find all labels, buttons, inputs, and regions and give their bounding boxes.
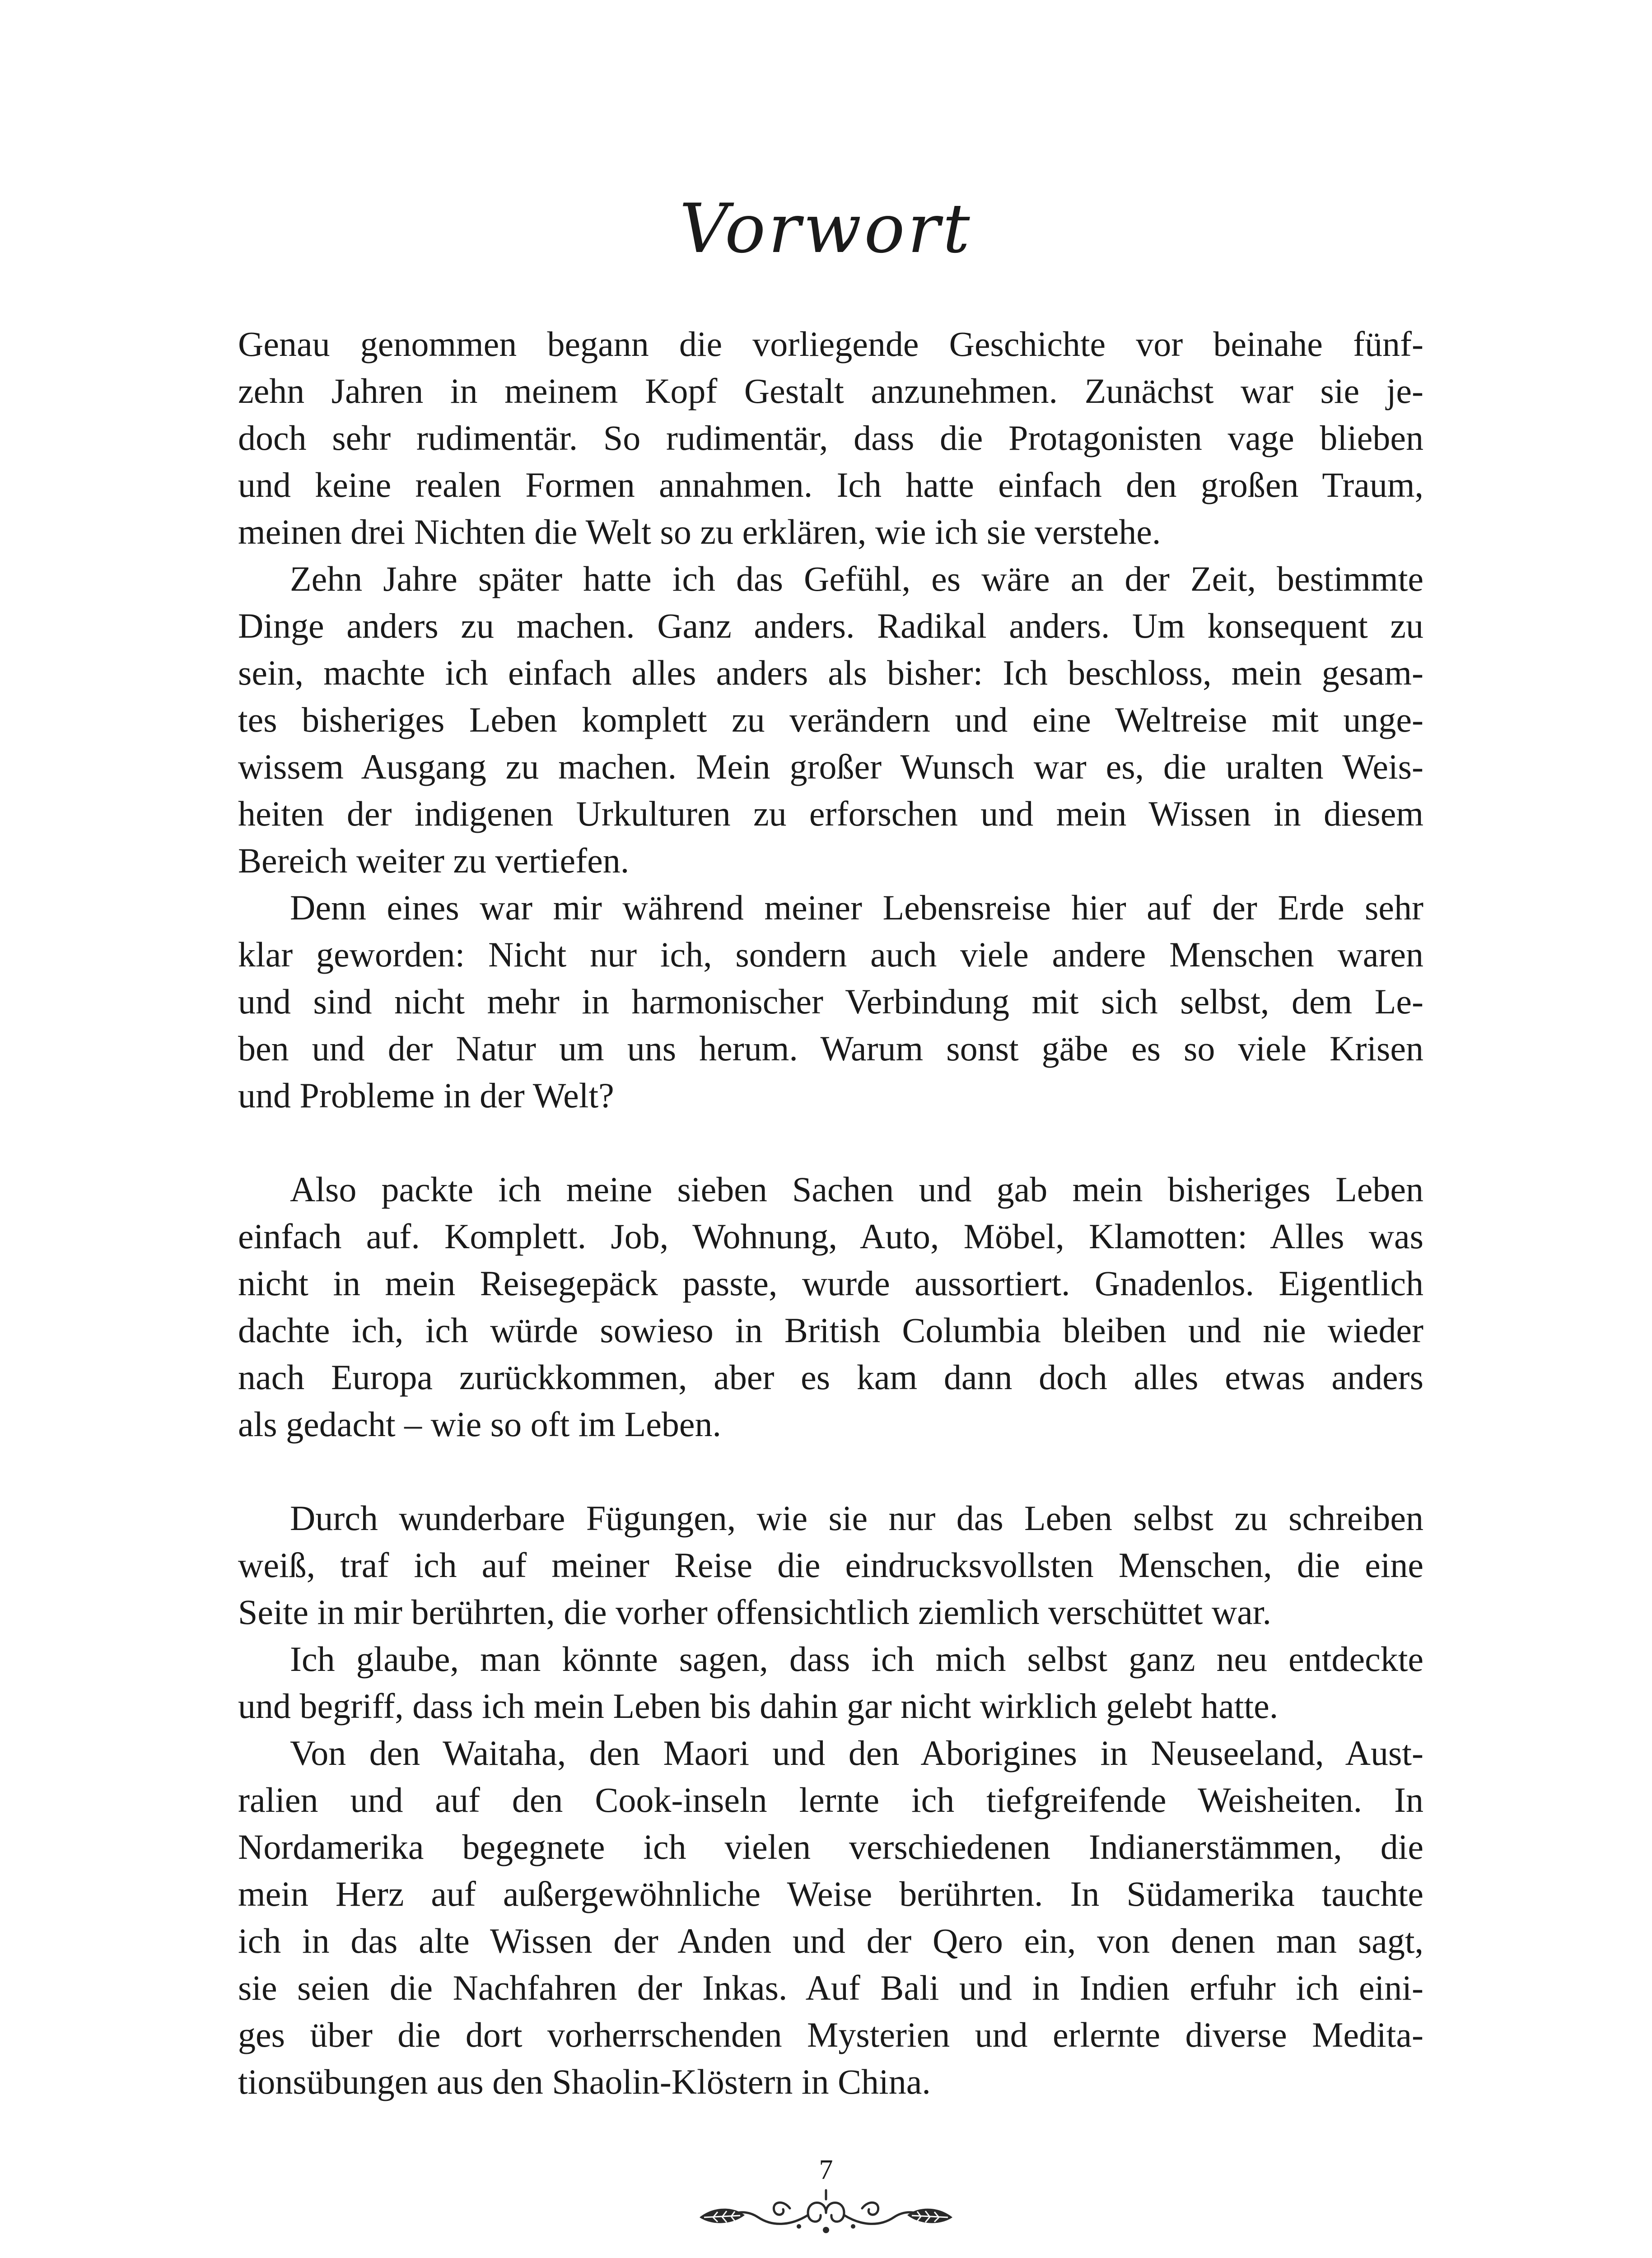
- text-line: wissem Ausgang zu machen. Mein großer Wunsch war es, die uralten Weis-: [238, 747, 1423, 786]
- text-line: Dinge anders zu machen. Ganz anders. Radikal anders. Um konsequent zu: [238, 606, 1423, 645]
- text-line: sein, machte ich einfach alles anders als bisher: Ich beschloss, mein gesam-: [238, 653, 1423, 692]
- text-line: nicht in mein Reisegepäck passte, wurde aussortiert. Gnadenlos. Eigentlich: [238, 1264, 1423, 1303]
- text-line: Seite in mir berührten, die vorher offensichtlich ziemlich verschüttet war.: [238, 1592, 1271, 1632]
- text-line: als gedacht – wie so oft im Leben.: [238, 1404, 722, 1444]
- text-line: tionsübungen aus den Shaolin-Klöstern in China.: [238, 2062, 931, 2101]
- text-line: und begriff, dass ich mein Leben bis dahin gar nicht wirklich gelebt hatte.: [238, 1686, 1279, 1726]
- text-line: Denn eines war mir während meiner Lebensreise hier auf der Erde sehr: [290, 888, 1423, 927]
- text-line: weiß, traf ich auf meiner Reise die eindrucksvollsten Menschen, die eine: [238, 1545, 1423, 1585]
- text-line: heiten der indigenen Urkulturen zu erforschen und mein Wissen in diesem: [238, 794, 1423, 833]
- text-line: Durch wunderbare Fügungen, wie sie nur das Leben selbst zu schreiben: [290, 1498, 1423, 1538]
- page-number: 7: [819, 2155, 833, 2185]
- text-line: Nordamerika begegnete ich vielen verschiedenen Indianerstämmen, die: [238, 1827, 1423, 1866]
- text-line: ges über die dort vorherrschenden Mysterien und erlernte diverse Medita-: [238, 2015, 1423, 2054]
- text-line: nach Europa zurückkommen, aber es kam dann doch alles etwas anders: [238, 1358, 1423, 1397]
- text-line: einfach auf. Komplett. Job, Wohnung, Auto, Möbel, Klamotten: Alles was: [238, 1217, 1423, 1256]
- text-line: mein Herz auf außergewöhnliche Weise berührten. In Südamerika tauchte: [238, 1874, 1423, 1913]
- text-line: doch sehr rudimentär. So rudimentär, dass die Protagonisten vage blieben: [238, 418, 1423, 457]
- text-line: klar geworden: Nicht nur ich, sondern auch viele andere Menschen waren: [238, 935, 1423, 974]
- text-line: Von den Waitaha, den Maori und den Aborigines in Neuseeland, Aust-: [290, 1733, 1423, 1773]
- text-line: Bereich weiter zu vertiefen.: [238, 841, 630, 880]
- text-line: dachte ich, ich würde sowieso in British Columbia bleiben und nie wieder: [238, 1311, 1423, 1350]
- paragraph-gap: [238, 1448, 1423, 1495]
- text-line: ich in das alte Wissen der Anden und der Qero ein, von denen man sagt,: [238, 1921, 1423, 1960]
- page-footer: [0, 2154, 1652, 2253]
- text-line: zehn Jahren in meinem Kopf Gestalt anzunehmen. Zunächst war sie je-: [238, 371, 1423, 411]
- text-line: ralien und auf den Cook-inseln lernte ich tiefgreifende Weisheiten. In: [238, 1780, 1423, 1819]
- text-line: Also packte ich meine sieben Sachen und gab mein bisheriges Leben: [290, 1170, 1423, 1209]
- paragraph-gap: [238, 1119, 1423, 1166]
- body-text: [238, 321, 1423, 2105]
- text-line: und Probleme in der Welt?: [238, 1076, 614, 1115]
- text-line: Zehn Jahre später hatte ich das Gefühl, es wäre an der Zeit, bestimmte: [290, 559, 1423, 598]
- text-line: meinen drei Nichten die Welt so zu erklären, wie ich sie verstehe.: [238, 512, 1161, 551]
- text-line: tes bisheriges Leben komplett zu verändern und eine Weltreise mit unge-: [238, 700, 1423, 739]
- text-line: und sind nicht mehr in harmonischer Verbindung mit sich selbst, dem Le-: [238, 982, 1423, 1021]
- decorative-vine-ornament-icon: [691, 2181, 961, 2244]
- text-line: sie seien die Nachfahren der Inkas. Auf Bali und in Indien erfuhr ich eini-: [238, 1968, 1423, 2007]
- chapter-title: Vorwort: [679, 190, 973, 268]
- text-line: Ich glaube, man könnte sagen, dass ich mich selbst ganz neu entdeckte: [290, 1639, 1423, 1679]
- text-line: Genau genommen begann die vorliegende Geschichte vor beinahe fünf-: [238, 324, 1423, 364]
- text-line: und keine realen Formen annahmen. Ich hatte einfach den großen Traum,: [238, 465, 1423, 504]
- text-line: ben und der Natur um uns herum. Warum sonst gäbe es so viele Krisen: [238, 1029, 1423, 1068]
